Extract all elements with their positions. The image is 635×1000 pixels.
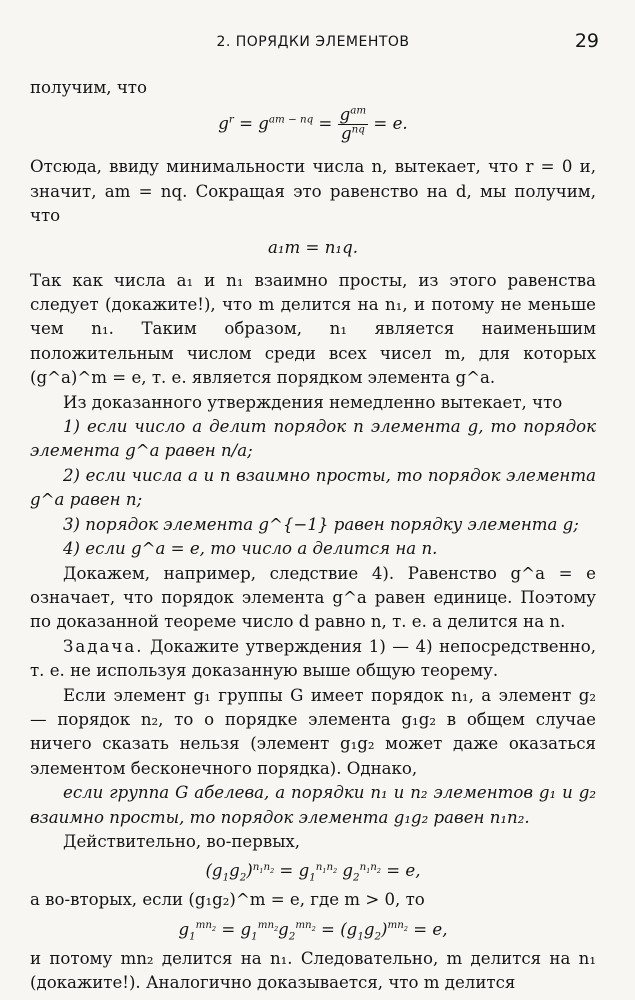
paragraph: Действительно, во-первых, — [63, 831, 301, 851]
chapter-title: 2. ПОРЯДКИ ЭЛЕМЕНТОВ — [216, 34, 410, 50]
paragraph: Отсюда, ввиду минимальности числа n, вытекает, что r = 0 и, значит, am = nq. Сокращая это равенство на d, мы получим, что — [30, 157, 596, 226]
paragraph: Если элемент g₁ группы G имеет порядок n₁, а элемент g₂ — порядок n₂, то о порядке элемента g₁g₂ в общем случае ничего сказать нельзя (элемент g₁g₂ может даже оказаться элементом бесконечного порядка). Однако, — [30, 685, 596, 778]
formula-4: $g_1^{mn_2} = g_1^{mn_2}g_2^{mn_2} = (g_1g_2)^{mn_2} = e$, — [178, 919, 448, 943]
book-page — [30, 30, 599, 996]
theorem-statement: если группа G абелева, а порядки n₁ и n₂ элементов g₁ и g₂ взаимно просты, то порядок элемента g₁g₂ равен n₁n₂. — [30, 783, 596, 827]
paragraph: Из доказанного утверждения немедленно вытекает, что — [63, 392, 563, 412]
running-header — [30, 30, 599, 60]
exercise — [30, 635, 596, 684]
paragraph: Так как числа a₁ и n₁ взаимно просты, из этого равенства следует (докажите!), что m делится на n₁, и потому не меньше чем n₁. Таким образом, n₁ является наименьшим положительным числом среди всех чисел m, для которых (g^a)^m = e, т. е. является порядком элемента g^a. — [30, 270, 596, 388]
paragraph: а во-вторых, если (g₁g₂)^m = e, где m > 0, то — [30, 890, 425, 910]
corollary-1: 1) если число a делит порядок n элемента g, то порядок элемента g^a равен n/a; — [30, 417, 596, 461]
exercise-label: Задача. — [63, 636, 144, 656]
paragraph: Докажем, например, следствие 4). Равенство g^a = e означает, что порядок элемента g^a равен единице. Поэтому по доказанной теореме число d равно n, т. е. a делится на n. — [30, 563, 596, 632]
formula-1: $g^r = g^{am - nq}$ = $g^{am}$ $g^{nq}$ = e. — [218, 104, 408, 144]
paragraph: и потому mn₂ делится на n₁. Следовательно, m делится на n₁ (докажите!). Аналогично доказывается, что m делится — [30, 948, 596, 993]
exercise-text: Докажите утверждения 1) — 4) непосредственно, т. е. не используя доказанную выше общую теорему. — [30, 636, 596, 681]
text-line: получим, что — [30, 78, 147, 97]
page-number: 29 — [574, 30, 599, 52]
corollary-3: 3) порядок элемента g^{−1} равен порядку элемента g; — [63, 514, 579, 534]
corollary-4: 4) если g^a = e, то число a делится на n. — [63, 539, 438, 559]
formula-2: a₁m = n₁q. — [268, 237, 358, 257]
formula-3: $(g_1g_2)^{n_1n_2} = g_1^{n_1n_2}$ $g_2^{n_1n_2} = e$, — [205, 860, 421, 884]
corollary-2: 2) если числа a и n взаимно просты, то порядок элемента g^a равен n; — [30, 465, 596, 510]
